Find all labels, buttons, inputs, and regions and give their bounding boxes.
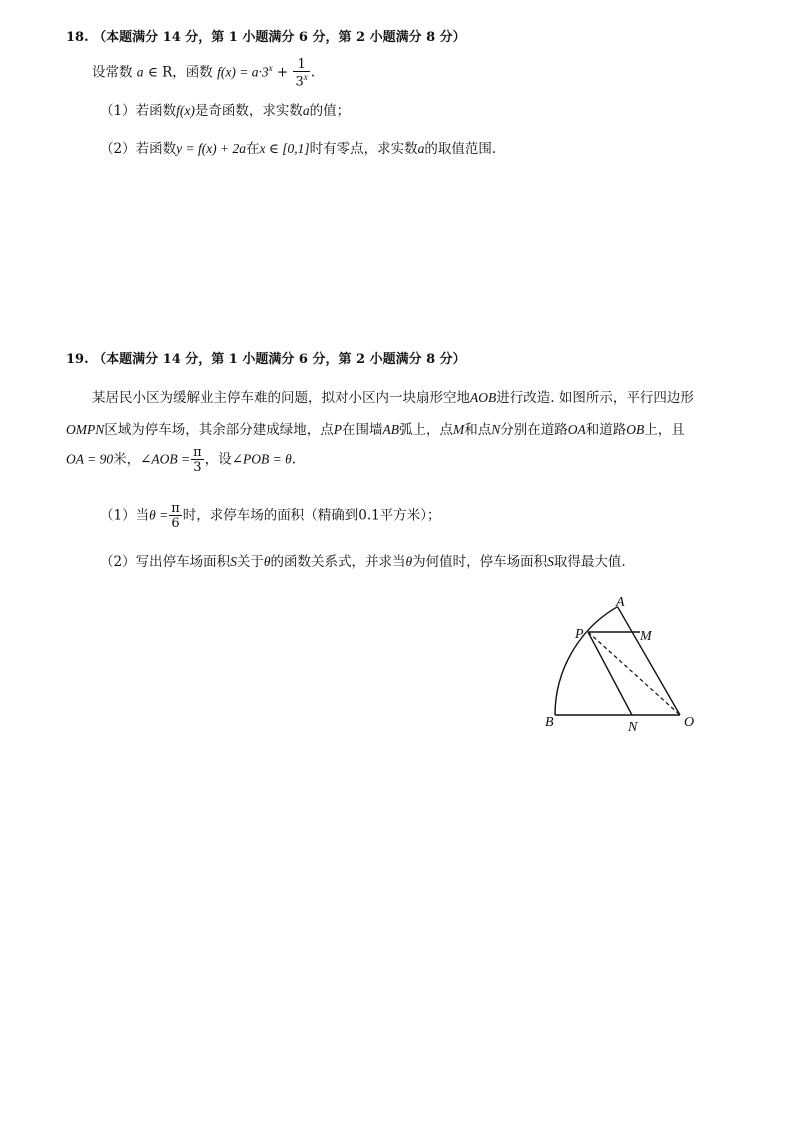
q18-frac-den: 3	[295, 74, 304, 90]
q19-line3-pob: ∠POB = θ	[231, 451, 292, 467]
q19-line2-text-a: 区域为停车场，其余部分建成绿地，点	[104, 422, 334, 438]
q19-line3-end: .	[291, 451, 297, 468]
q19-part1-end: 时，求停车场的面积（精确到0.1平方米）；	[182, 507, 441, 524]
q18-part2-mid1: 在	[246, 141, 260, 157]
q18-part2-end: 的取值范围.	[424, 141, 497, 157]
q19-line3-fraction	[191, 446, 204, 474]
q18-part2-expr: y = f(x) + 2a	[176, 141, 247, 156]
q19-line3-angle: ∠AOB =	[140, 451, 191, 467]
q18-stem-a: a	[136, 64, 144, 80]
q19-part1-frac-den: 6	[169, 515, 182, 530]
q19-part2-mid2: 的函数关系式，并求当	[270, 554, 406, 570]
q19-line3-frac-num: π	[193, 445, 202, 460]
q18-part1-fx: f(x)	[176, 103, 195, 118]
q18-part1	[100, 99, 350, 119]
q19-line2-text-c: 弧上，点	[399, 422, 453, 438]
q19-part2-s: S	[230, 554, 237, 569]
q18-part1-a: a	[302, 103, 310, 118]
q19-line1-aob: AOB	[470, 390, 497, 405]
q19-line2-text-f: 和道路	[585, 422, 627, 438]
q19-line2-text-e: 分别在道路	[500, 422, 568, 438]
q18-part2-a: a	[417, 141, 425, 156]
q18-stem-plus: +	[272, 64, 293, 81]
q19-line3-set: ，设	[204, 451, 232, 468]
q19-part2-prefix: （2）写出停车场面积	[100, 554, 231, 570]
q19-line2	[66, 418, 685, 438]
segment-oa	[618, 607, 681, 715]
sector-figure	[530, 590, 710, 740]
q19-part2	[100, 550, 626, 570]
segment-pn	[588, 632, 632, 715]
label-n: N	[628, 720, 638, 735]
q19-part2-end: 取得最大值.	[553, 554, 626, 570]
q19-part1-theta: θ =	[149, 507, 169, 523]
q19-line2-text-b: 在围墙	[342, 422, 383, 438]
q18-frac-den-exp: x	[303, 72, 308, 82]
q18-stem	[92, 58, 315, 88]
q18-part2	[100, 137, 496, 157]
label-m: M	[640, 629, 652, 644]
segment-po-dashed	[588, 632, 680, 715]
q19-line2-n: N	[491, 422, 501, 437]
q18-stem-fraction	[293, 58, 309, 88]
q19-line2-text-d: 和点	[464, 422, 492, 438]
q19-line2-p: P	[333, 422, 342, 437]
q18-stem-prefix: 设常数	[92, 64, 133, 81]
q18-frac-num: 1	[297, 57, 306, 72]
q18-part2-x: x ∈ [0,1]	[259, 141, 310, 156]
q19-line1	[92, 386, 694, 406]
q19-line2-m: M	[453, 422, 465, 437]
q19-part1-prefix: （1）当	[100, 507, 150, 524]
label-b: B	[545, 715, 554, 730]
q18-part2-mid2: 时有零点，求实数	[309, 141, 418, 157]
q19-part2-mid1: 关于	[236, 554, 264, 570]
q19-part2-theta: θ	[263, 554, 271, 569]
q19-part1	[100, 502, 441, 530]
q18-part2-prefix: （2）若函数	[100, 141, 177, 157]
q18-header: 18. （本题满分 14 分，第 1 小题满分 6 分，第 2 小题满分 8 分）	[66, 30, 466, 45]
q19-line3-unit: 米，	[113, 451, 141, 468]
q19-line2-text-g: 上，且	[644, 422, 685, 438]
label-p: P	[575, 627, 584, 642]
q19-part2-mid3: 为何值时，停车场面积	[412, 554, 548, 570]
q18-part1-prefix: （1）若函数	[100, 103, 177, 119]
q19-part1-fraction	[169, 502, 182, 530]
q19-line3-oa: OA = 90	[66, 451, 114, 467]
q19-part2-s2: S	[547, 554, 554, 569]
q19-header: 19. （本题满分 14 分，第 1 小题满分 6 分，第 2 小题满分 8 分）	[66, 352, 466, 367]
q18-stem-in-r: ∈ R，函数	[147, 64, 213, 81]
arc-ab	[555, 607, 618, 715]
q19-line2-ob: OB	[626, 422, 645, 437]
q19-line2-ompn: OMPN	[66, 422, 105, 437]
q19-line1-end: 进行改造. 如图所示，平行四边形	[496, 390, 694, 406]
label-a: A	[616, 595, 625, 610]
q18-stem-end: .	[310, 64, 316, 81]
q19-line3-frac-den: 3	[191, 459, 204, 474]
q19-part1-frac-num: π	[171, 501, 180, 516]
q19-line1-text: 某居民小区为缓解业主停车难的问题，拟对小区内一块扇形空地	[92, 390, 470, 406]
label-o: O	[684, 715, 695, 730]
q18-stem-fx: f(x) = a·3	[217, 64, 269, 80]
q19-line3	[66, 446, 296, 474]
q19-line2-oa: OA	[567, 422, 586, 437]
q18-part1-end: 的值；	[309, 103, 351, 119]
q19-part2-theta2: θ	[405, 554, 413, 569]
q18-part1-mid: 是奇函数，求实数	[194, 103, 303, 119]
q18-stem-fx-exp: x	[268, 63, 273, 74]
q19-line2-ab: AB	[382, 422, 399, 437]
